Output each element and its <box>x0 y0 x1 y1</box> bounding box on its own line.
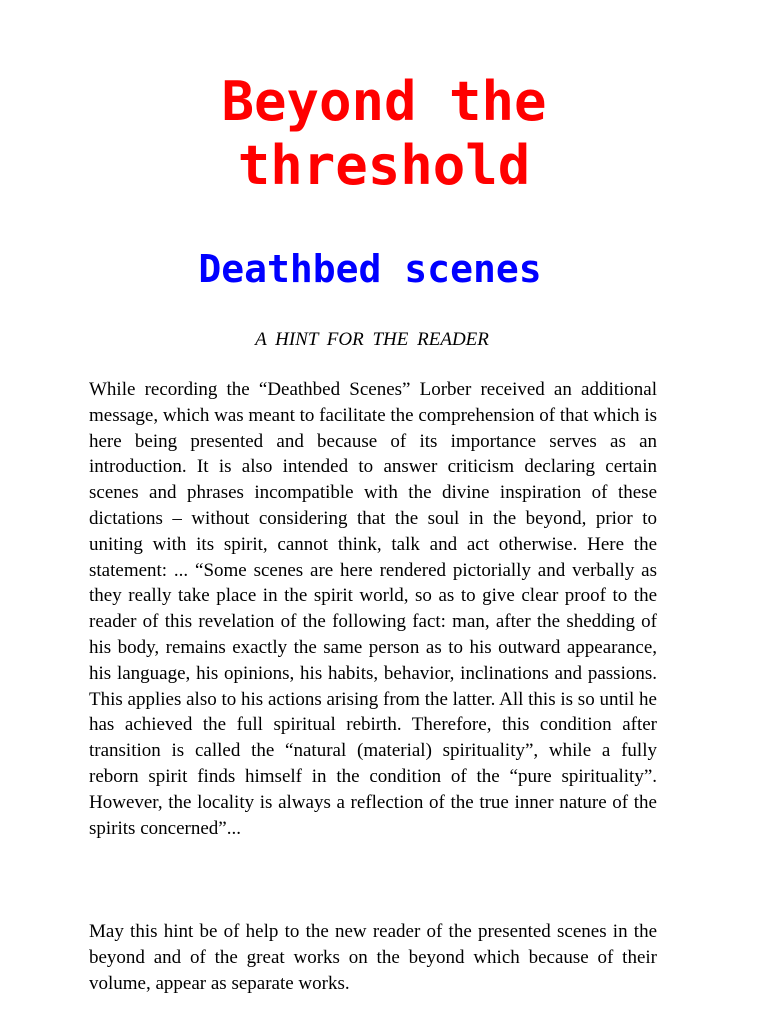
body-paragraph-1: While recording the “Deathbed Scenes” Lorber received an additional message, which was meant to facilitate the comprehension of that which is here being presented and because of its importance serves as an introduction. It is also intended to answer criticism declaring certain scenes and phrases incompatible with the divine inspiration of these dictations – without considering that the soul in the beyond, prior to uniting with its spirit, cannot think, talk and act otherwise. Here the statement: ... “Some scenes are here rendered pictorially and verbally as they really take place in the spirit world, so as to give clear proof to the reader of this revelation of the following fact: man, after the shedding of his body, remains exactly the same person as to his outward appearance, his language, his opinions, his habits, behavior, inclinations and passions. This applies also to his actions arising from the latter. All this is so until he has achieved the full spiritual rebirth. Therefore, this condition after transition is called the “natural (material) spirituality”, while a fully reborn spirit finds himself in the condition of the “pure spirituality”. However, the locality is always a reflection of the true inner nature of the spirits concerned”... <box>89 379 657 839</box>
hint-heading: A HINT FOR THE READER <box>255 329 489 350</box>
title-line-1: Beyond the <box>221 70 547 133</box>
body-paragraph-2: May this hint be of help to the new reader of the presented scenes in the beyond and of the great works on the beyond which because of their volume, appear as separate works. <box>89 921 657 994</box>
page-title <box>0 70 768 198</box>
title-line-2: threshold <box>237 134 531 197</box>
page-subtitle: Deathbed scenes <box>198 247 542 291</box>
